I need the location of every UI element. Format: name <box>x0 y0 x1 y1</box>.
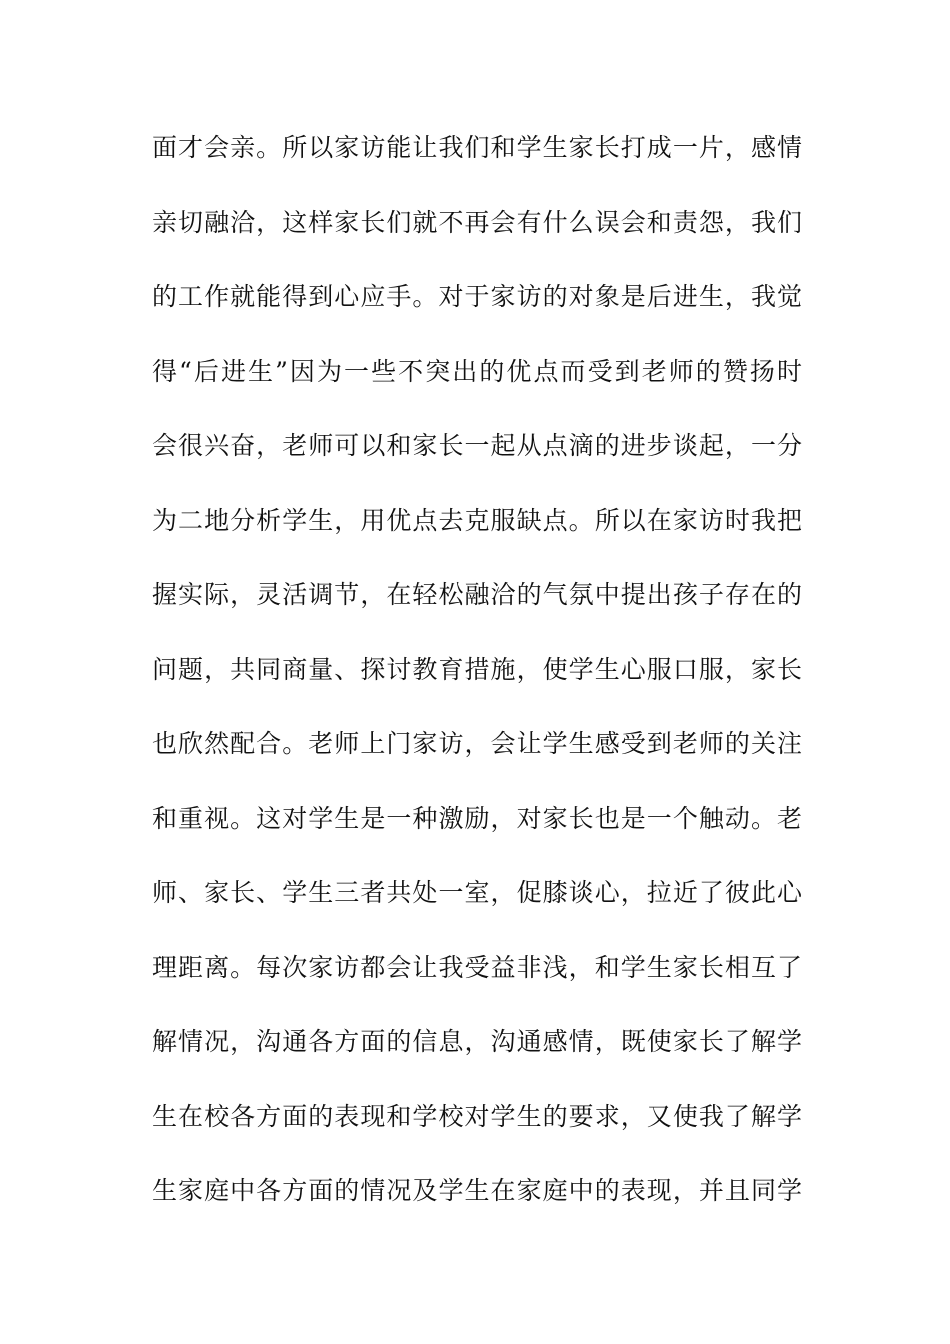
text-line: 得“后进生”因为一些不突出的优点而受到老师的赞扬时 <box>152 356 802 386</box>
body-text <box>152 126 802 1244</box>
text-line: 面才会亲。所以家访能让我们和学生家长打成一片，感情 <box>152 133 802 162</box>
text-line: 师、家长、学生三者共处一室，促膝谈心，拉近了彼此心 <box>152 878 802 907</box>
text-line: 握实际，灵活调节，在轻松融洽的气氛中提出孩子存在的 <box>152 580 802 609</box>
text-line: 问题，共同商量、探讨教育措施，使学生心服口服，家长 <box>152 654 802 684</box>
text-line: 也欣然配合。老师上门家访，会让学生感受到老师的关注 <box>152 729 802 758</box>
text-line: 解情况，沟通各方面的信息，沟通感情，既使家长了解学 <box>152 1027 802 1056</box>
text-line: 为二地分析学生，用优点去克服缺点。所以在家访时我把 <box>152 505 802 535</box>
text-line: 的工作就能得到心应手。对于家访的对象是后进生，我觉 <box>152 282 802 311</box>
text-line: 生家庭中各方面的情况及学生在家庭中的表现，并且同学 <box>152 1176 802 1205</box>
text-line: 生在校各方面的表现和学校对学生的要求，又使我了解学 <box>152 1101 802 1131</box>
text-line: 会很兴奋，老师可以和家长一起从点滴的进步谈起，一分 <box>152 431 802 460</box>
text-line: 和重视。这对学生是一种激励，对家长也是一个触动。老 <box>152 803 802 833</box>
text-line: 亲切融洽，这样家长们就不再会有什么误会和责怨，我们 <box>152 207 802 237</box>
text-line: 理距离。每次家访都会让我受益非浅，和学生家长相互了 <box>152 952 802 982</box>
